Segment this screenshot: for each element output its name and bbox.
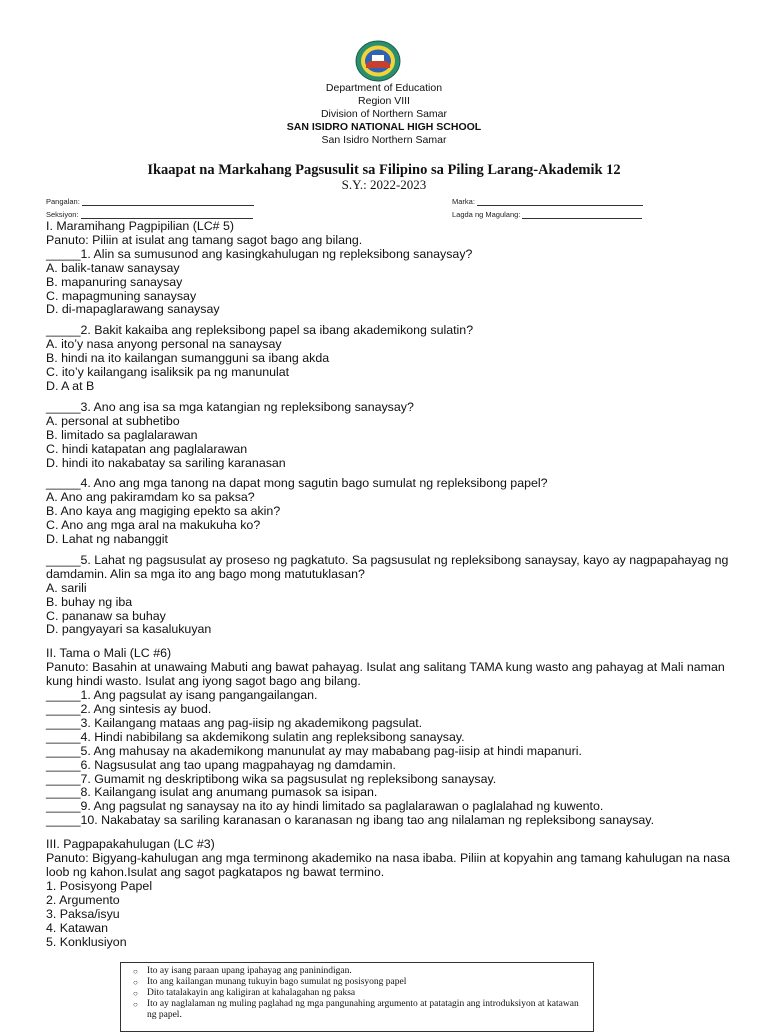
choice: A. sarili [46, 580, 87, 595]
name-line[interactable] [82, 197, 254, 206]
choice: D. di-mapaglarawang sanaysay [46, 302, 220, 317]
question-text: _____5. Lahat ng pagsusulat ay proseso ng pagkatuto. Sa pagsusulat ng repleksibong sanaysay, kayo ay nagpapahayag ng damdamin. Alin sa mga ito ang bago mong matutuklasan? [46, 552, 729, 581]
choice: D. A at B [46, 378, 95, 393]
question-text: _____2. Bakit kakaiba ang repleksibong papel sa ibang akademikong sulatin? [46, 323, 474, 338]
choice: B. hindi na ito kailangan sumangguni sa ibang akda [46, 351, 330, 366]
question-text: _____1. Alin sa sumusunod ang kasingkahulugan ng repleksibong sanaysay? [46, 246, 473, 261]
choice: A. balik-tanaw sanaysay [46, 260, 180, 275]
part3-heading: III. Pagpapakahulugan (LC #3) [46, 837, 215, 852]
parent-signature-line[interactable] [522, 210, 642, 219]
name-field[interactable] [46, 197, 254, 206]
school-address: San Isidro Northern Samar [321, 134, 447, 146]
definition-text: Ito ay naglalaman ng muling paglahad ng mga pangunahing argumento at patatagin ang introduksiyon at katawan ng papel. [147, 999, 579, 1020]
definition-item [133, 988, 585, 999]
choice: A. Ano ang pakiramdam ko sa paksa? [46, 490, 255, 505]
exam-title: Ikaapat na Markahang Pagsusulit sa Filipino sa Piling Larang-Akademik 12 [147, 162, 621, 178]
department-name: Department of Education [325, 82, 443, 94]
section-label: Seksiyon: [46, 210, 79, 219]
choice: B. mapanuring sanaysay [46, 274, 183, 289]
true-false-item: _____7. Gumamit ng deskriptibong wika sa pagsusulat ng repleksibong sanaysay. [46, 771, 497, 786]
division-name: Division of Northern Samar [320, 108, 448, 120]
question-text: _____4. Ano ang mga tanong na dapat mong sagutin bago sumulat ng repleksibong papel? [46, 476, 548, 491]
choice: B. buhay ng iba [46, 594, 133, 609]
definitions-box [120, 962, 594, 1032]
definition-item [133, 999, 585, 1021]
true-false-item: _____8. Kailangang isulat ang anumang pumasok sa isipan. [46, 785, 378, 800]
parent-signature-label: Lagda ng Magulang: [452, 210, 521, 219]
choice: D. hindi ito nakabatay sa sariling karanasan [46, 455, 286, 470]
definition-text: Ito ay isang paraan upang ipahayag ang paninindigan. [147, 966, 352, 976]
choice: C. ito’y kailangang isaliksik pa ng manunulat [46, 365, 290, 380]
definition-text: Dito tatalakayin ang kaligiran at kahalagahan ng paksa [147, 988, 356, 998]
term-item: 4. Katawan [46, 920, 108, 935]
circle-bullet-icon: ○ [133, 967, 138, 976]
true-false-item: _____3. Kailangang mataas ang pag-iisip ng akademikong pagsulat. [46, 715, 423, 730]
choice: C. pananaw sa buhay [46, 608, 166, 623]
circle-bullet-icon: ○ [133, 1000, 138, 1009]
true-false-item: _____10. Nakabatay sa sariling karanasan o karanasan ng ibang tao ang nilalaman ng repleksibong sanaysay. [46, 813, 655, 828]
choice: C. Ano ang mga aral na makukuha ko? [46, 518, 261, 533]
school-name: SAN ISIDRO NATIONAL HIGH SCHOOL [286, 121, 482, 133]
choice: D. Lahat ng nabanggit [46, 532, 168, 547]
definition-text: Ito ang kailangan munang tukuyin bago sumulat ng posisyong papel [147, 977, 407, 987]
name-label: Pangalan: [46, 197, 80, 206]
term-item: 3. Paksa/isyu [46, 906, 120, 921]
choice: C. hindi katapatan ang paglalarawan [46, 441, 248, 456]
part1-instruction: Panuto: Piliin at isulat ang tamang sagot bago ang bilang. [46, 232, 363, 247]
definition-item [133, 966, 585, 977]
true-false-item: _____6. Nagsusulat ang tao upang magpahayag ng damdamin. [46, 757, 396, 772]
score-field[interactable] [452, 197, 643, 206]
part2-heading: II. Tama o Mali (LC #6) [46, 646, 172, 661]
question-2 [46, 324, 736, 394]
part1-heading: I. Maramihang Pagpipilian (LC# 5) [46, 219, 235, 233]
section-field[interactable] [46, 210, 253, 219]
choice: B. limitado sa paglalarawan [46, 427, 198, 442]
term-item: 2. Argumento [46, 892, 120, 907]
school-year: S.Y.: 2022-2023 [341, 177, 427, 192]
true-false-item: _____4. Hindi nabibilang sa akdemikong sulatin ang repleksibong sanaysay. [46, 729, 465, 744]
term-item: 5. Konklusiyon [46, 934, 127, 949]
true-false-item: _____9. Ang pagsulat ng sanaysay na ito ay hindi limitado sa paglalarawan o paglalahad ng kuwento. [46, 799, 604, 814]
true-false-item: _____2. Ang sintesis ay buod. [46, 702, 212, 716]
circle-bullet-icon: ○ [133, 989, 138, 998]
circle-bullet-icon: ○ [133, 978, 138, 987]
question-text: _____3. Ano ang isa sa mga katangian ng repleksibong sanaysay? [46, 399, 414, 414]
deped-seal-icon [355, 40, 401, 82]
question-1 [46, 248, 736, 318]
question-3 [46, 401, 736, 471]
parent-signature-field[interactable] [452, 210, 642, 219]
section-line[interactable] [81, 210, 253, 219]
choice: A. ito’y nasa anyong personal na sanaysay [46, 337, 282, 352]
choice: A. personal at subhetibo [46, 413, 180, 428]
score-label: Marka: [452, 197, 475, 206]
part3-instruction: Panuto: Bigyang-kahulugan ang mga terminong akademiko na nasa ibaba. Piliin at kopyahin ang tamang kahulugan na nasa loob ng kahon.Isulat ang sagot pagkatapos ng bawat termino. [46, 851, 731, 879]
part2-instruction: Panuto: Basahin at unawaing Mabuti ang bawat pahayag. Isulat ang salitang TAMA kung wasto ang pahayag at Mali naman kung hindi wasto. Isulat ang iyong sagot bago ang bilang. [46, 660, 725, 689]
true-false-item: _____5. Ang mahusay na akademikong manunulat ay may mababang pag-iisip at hindi mapanuri. [46, 743, 582, 758]
choice: B. Ano kaya ang magiging epekto sa akin? [46, 504, 281, 519]
exam-body [46, 220, 736, 949]
score-line[interactable] [477, 197, 643, 206]
definition-item [133, 977, 585, 988]
question-4 [46, 477, 736, 547]
choice: C. mapagmuning sanaysay [46, 288, 197, 303]
question-5 [46, 554, 736, 637]
region-name: Region VIII [358, 95, 410, 107]
term-item: 1. Posisyong Papel [46, 878, 153, 893]
choice: D. pangyayari sa kasalukuyan [46, 622, 212, 637]
true-false-item: _____1. Ang pagsulat ay isang pangangailangan. [46, 688, 318, 703]
